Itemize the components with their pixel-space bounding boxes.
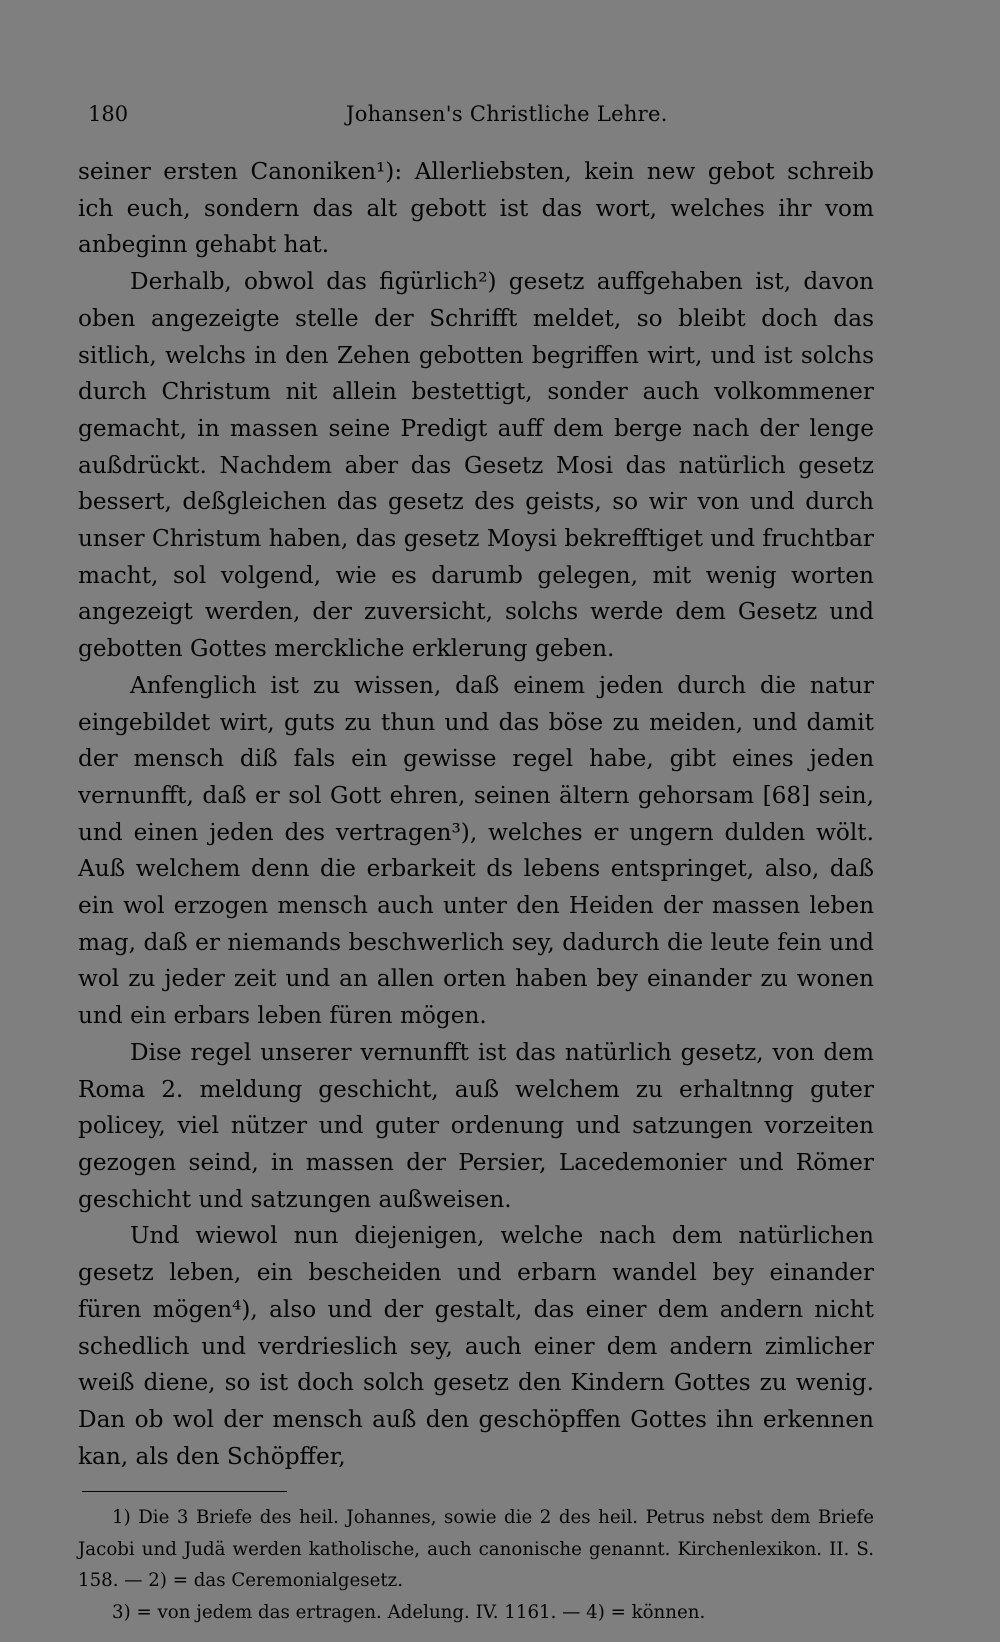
paragraph: Anfenglich ist zu wissen, daß einem jeden durch die natur eingebildet wirt, guts zu thun und das böse zu meiden, und damit der mensch diß fals ein gewisse regel habe, gibt eines jeden vernunfft, daß er sol Gott ehren, seinen ältern gehorsam [68] sein, und einen jeden des vertragen³), welches er ungern dulden wölt. Auß welchem denn die erbarkeit ds lebens entspringet, also, daß ein wol erzogen mensch auch unter den Heiden der massen leben mag, daß er niemands beschwerlich sey, dadurch die leute fein und wol zu jeder zeit und an allen orten haben bey einander zu wonen und ein erbars leben füren mögen. [78,671,874,1030]
page-header [78,92,874,136]
paragraph: Und wiewol nun diejenigen, welche nach dem natürlichen gesetz leben, ein bescheiden und erbarn wandel bey einander füren mögen⁴), also und der gestalt, das einer dem andern nicht schedlich und verdrieslich sey, auch einer dem andern zimlicher weiß diene, so ist doch solch gesetz den Kindern Gottes zu wenig. Dan ob wol der mensch auß den geschöpffen Gottes ihn erkennen kan, als den Schöpffer, [78,1222,874,1470]
paragraph: Derhalb, obwol das figürlich²) gesetz auffgehaben ist, davon oben angezeigte stelle der Schrifft meldet, so bleibt doch das sitlich, welchs in den Zehen gebotten begriffen wirt, und ist solchs durch Christum nit allein bestettigt, sonder auch volkommener gemacht, in massen seine Predigt auff dem berge nach der lenge außdrückt. Nachdem aber das Gesetz Mosi das natürlich gesetz bessert, deßgleichen das gesetz des geists, so wir von und durch unser Christum haben, das gesetz Moysi bekrefftiget und fruchtbar macht, sol volgend, wie es darumb gelegen, mit wenig worten angezeigt werden, der zuversicht, solchs werde dem Gesetz und gebotten Gottes merckliche erklerung geben. [78,268,874,663]
footnote: 1) Die 3 Briefe des heil. Johannes, sowie die 2 des heil. Petrus nebst dem Briefe Jacobi und Judä werden katholische, auch canonische genannt. Kirchenlexikon. II. S. 158. — 2) = das Ceremonialgesetz. [78,1507,874,1592]
running-title: Johansen's Christliche Lehre. [346,102,668,126]
main-text [78,154,874,1475]
footnotes [78,1502,874,1628]
paragraph: seiner ersten Canoniken¹): Allerliebsten, kein new gebot schreib ich euch, sondern das alt gebott ist das wort, welches ihr vom anbeginn gehabt hat. [78,158,874,259]
footnote: 3) = von jedem das ertragen. Adelung. IV. 1161. — 4) = können. [112,1601,706,1623]
footnote-divider [82,1491,287,1492]
paragraph: Dise regel unserer vernunfft ist das natürlich gesetz, von dem Roma 2. meldung geschicht, auß welchem zu erhaltnng guter policey, viel nützer und guter ordenung und satzungen vorzeiten gezogen seind, in massen der Persier, Lacedemonier und Römer geschicht und satzungen außweisen. [78,1038,874,1213]
page-number: 180 [88,102,129,126]
book-page [78,92,874,1628]
